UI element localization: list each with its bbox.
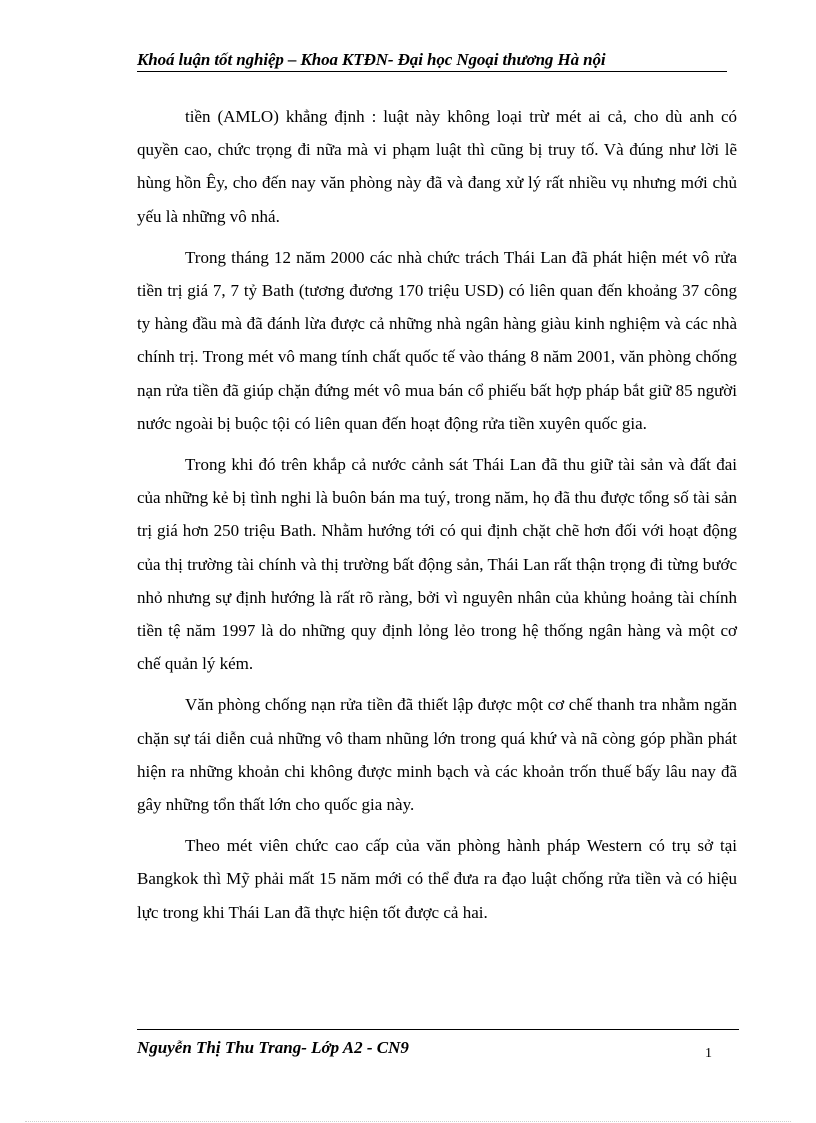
header-rule	[137, 71, 727, 72]
paragraph: Trong khi đó trên khắp cả nước cảnh sát Thái Lan đã thu giữ tài sản và đất đai của những kẻ bị tình nghi là buôn bán ma tuý, trong năm, họ đã thu được tổng số tài sản trị giá hơn 250 triệu Bath. Nhằm hướng tới có qui định chặt chẽ hơn đối với hoạt động của thị trường tài chính và thị trường bất động sản, Thái Lan rất thận trọng đi từng bước nhỏ nhưng sự định hướng là rất rõ ràng, bởi vì nguyên nhân của khủng hoảng tài chính tiền tệ năm 1997 là do những quy định lỏng lẻo trong hệ thống ngân hàng và một cơ chế quản lý kém.	[137, 455, 737, 674]
running-header: Khoá luận tốt nghiệp – Khoa KTĐN- Đại học Ngoại thương Hà nội	[137, 50, 606, 69]
paragraph: Trong tháng 12 năm 2000 các nhà chức trách Thái Lan đã phát hiện mét vô rửa tiền trị giá 7, 7 tỷ Bath (tương đương 170 triệu USD) có liên quan đến khoảng 37 công ty hàng đầu mà đã đánh lừa được cả những nhà ngân hàng giàu kinh nghiệm và các nhà chính trị. Trong mét vô mang tính chất quốc tế vào tháng 8 năm 2001, văn phòng chống nạn rửa tiền đã giúp chặn đứng mét vô mua bán cổ phiếu bất hợp pháp bắt giữ 85 người nước ngoài bị buộc tội có liên quan đến hoạt động rửa tiền xuyên quốc gia.	[137, 247, 737, 433]
body-text	[137, 100, 737, 937]
paragraph: tiền (AMLO) khẳng định : luật này không loại trừ mét ai cả, cho dù anh có quyền cao, chức trọng đi nữa mà vi phạm luật thì cũng bị truy tố. Và đúng như lời lẽ hùng hồn Êy, cho đến nay văn phòng này đã và đang xử lý rất nhiều vụ nhưng mới chủ yếu là những vô nhá.	[137, 107, 737, 226]
footer-rule	[137, 1029, 739, 1030]
footer-author: Nguyễn Thị Thu Trang- Lớp A2 - CN9	[137, 1038, 409, 1057]
page-bottom-edge	[25, 1121, 791, 1122]
paragraph: Văn phòng chống nạn rửa tiền đã thiết lập được một cơ chế thanh tra nhằm ngăn chặn sự tái diễn cuả những vô tham nhũng lớn trong quá khứ và nã còng góp phần phát hiện ra những khoản chi không được minh bạch và các khoản trốn thuế bấy lâu nay đã gây những tổn thất lớn cho quốc gia này.	[137, 695, 737, 815]
page-number: 1	[705, 1046, 712, 1061]
paragraph: Theo mét viên chức cao cấp của văn phòng hành pháp Western có trụ sở tại Bangkok thì Mỹ phải mất 15 năm mới có thể đưa ra đạo luật chống rửa tiền và có hiệu lực trong khi Thái Lan đã thực hiện tốt được cả hai.	[137, 836, 737, 922]
